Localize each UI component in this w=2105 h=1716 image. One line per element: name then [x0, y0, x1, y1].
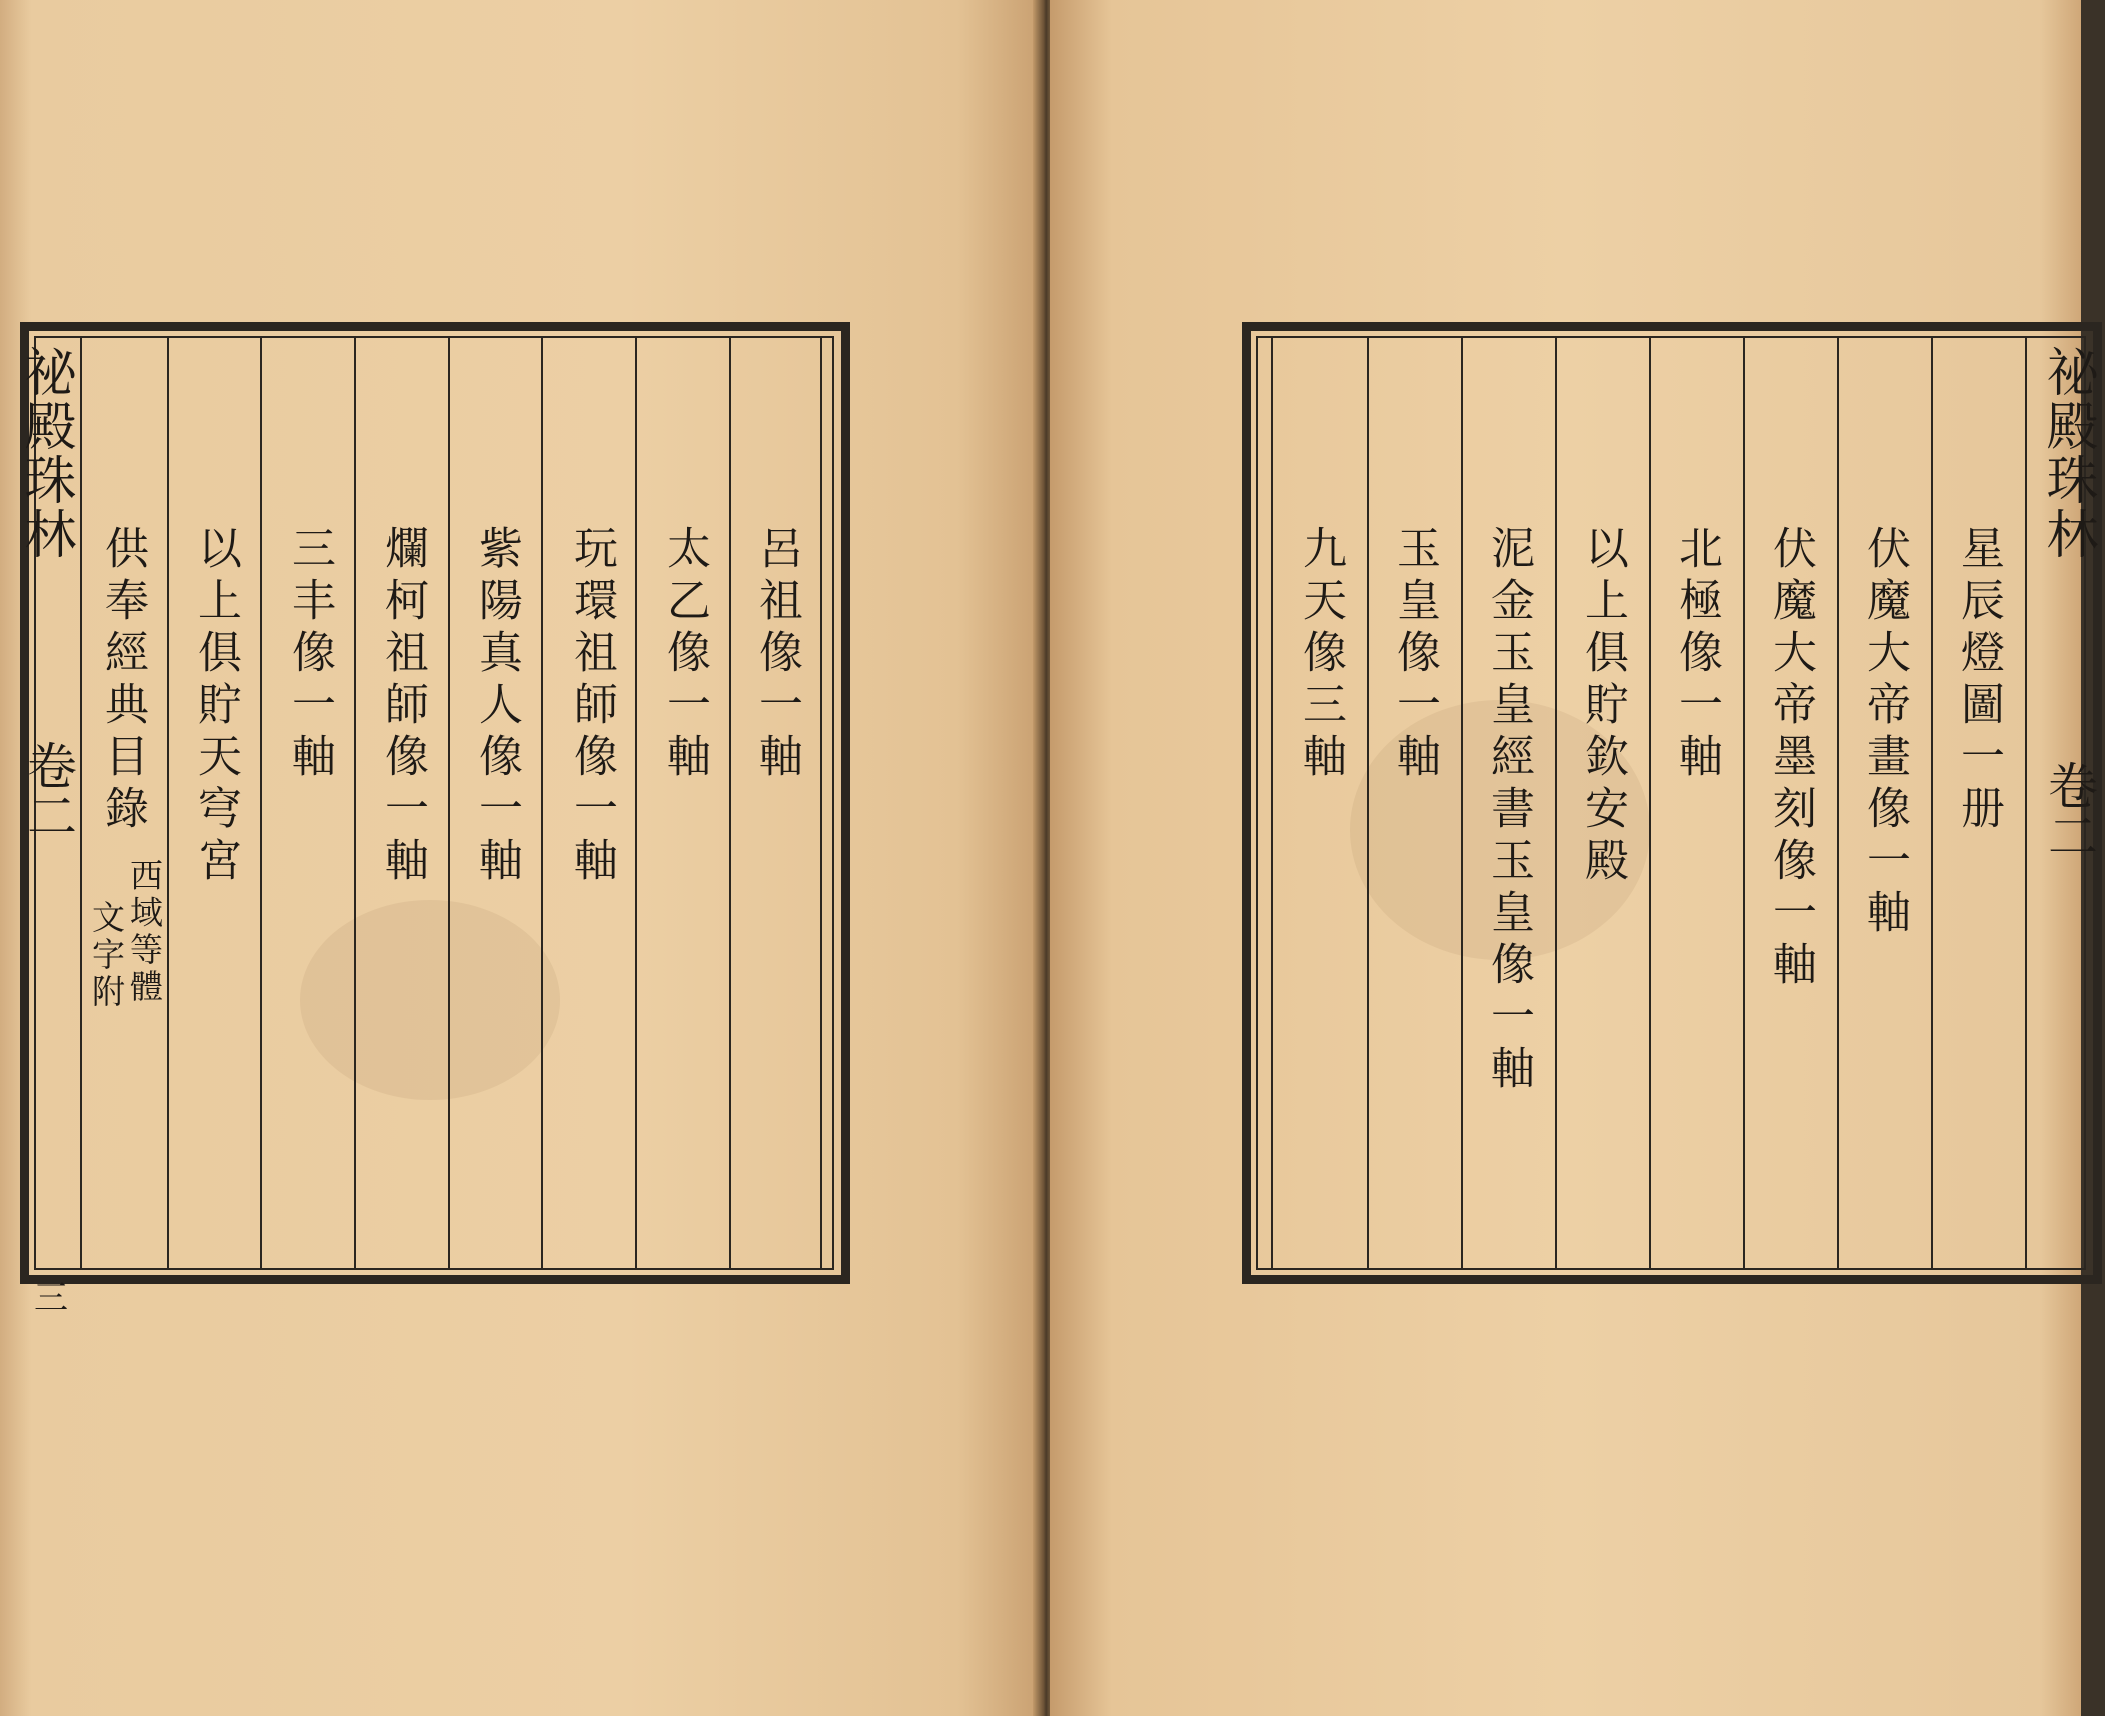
right-column-7: 玉皇像一軸	[1389, 525, 1440, 785]
left-note-b: 文字附	[87, 900, 126, 1011]
left-column-3: 玩環祖師像一軸	[566, 525, 617, 889]
left-folio-number: 三	[34, 1278, 68, 1318]
right-column-3: 伏魔大帝墨刻像一軸	[1765, 525, 1816, 993]
right-page	[1050, 0, 2098, 1716]
left-column-7: 以上俱貯天穹宮	[190, 525, 241, 889]
right-column-5: 以上俱貯欽安殿	[1577, 525, 1628, 889]
right-column-6: 泥金玉皇經書玉皇像一軸	[1483, 525, 1534, 1097]
left-note-a: 西域等體	[125, 858, 164, 1006]
left-column-1: 呂祖像一軸	[751, 525, 802, 785]
left-page	[0, 0, 1040, 1716]
right-margin-title: 祕殿珠林	[2037, 345, 2097, 561]
right-column-4: 北極像一軸	[1671, 525, 1722, 785]
left-column-4: 紫陽真人像一軸	[471, 525, 522, 889]
left-column-2: 太乙像一軸	[659, 525, 710, 785]
left-juan-label: 卷二	[19, 740, 77, 840]
right-juan-label: 卷二	[2040, 760, 2098, 860]
left-column-8: 供奉經典目錄	[97, 525, 148, 837]
right-column-2: 伏魔大帝畫像一軸	[1859, 525, 1910, 941]
right-column-8: 九天像三軸	[1295, 525, 1346, 785]
left-inner-frame	[34, 336, 834, 1270]
right-column-1: 星辰燈圖一册	[1953, 525, 2004, 837]
left-margin-title: 祕殿珠林	[15, 345, 75, 561]
left-column-5: 爛柯祖師像一軸	[377, 525, 428, 889]
left-column-6: 三丰像一軸	[284, 525, 335, 785]
